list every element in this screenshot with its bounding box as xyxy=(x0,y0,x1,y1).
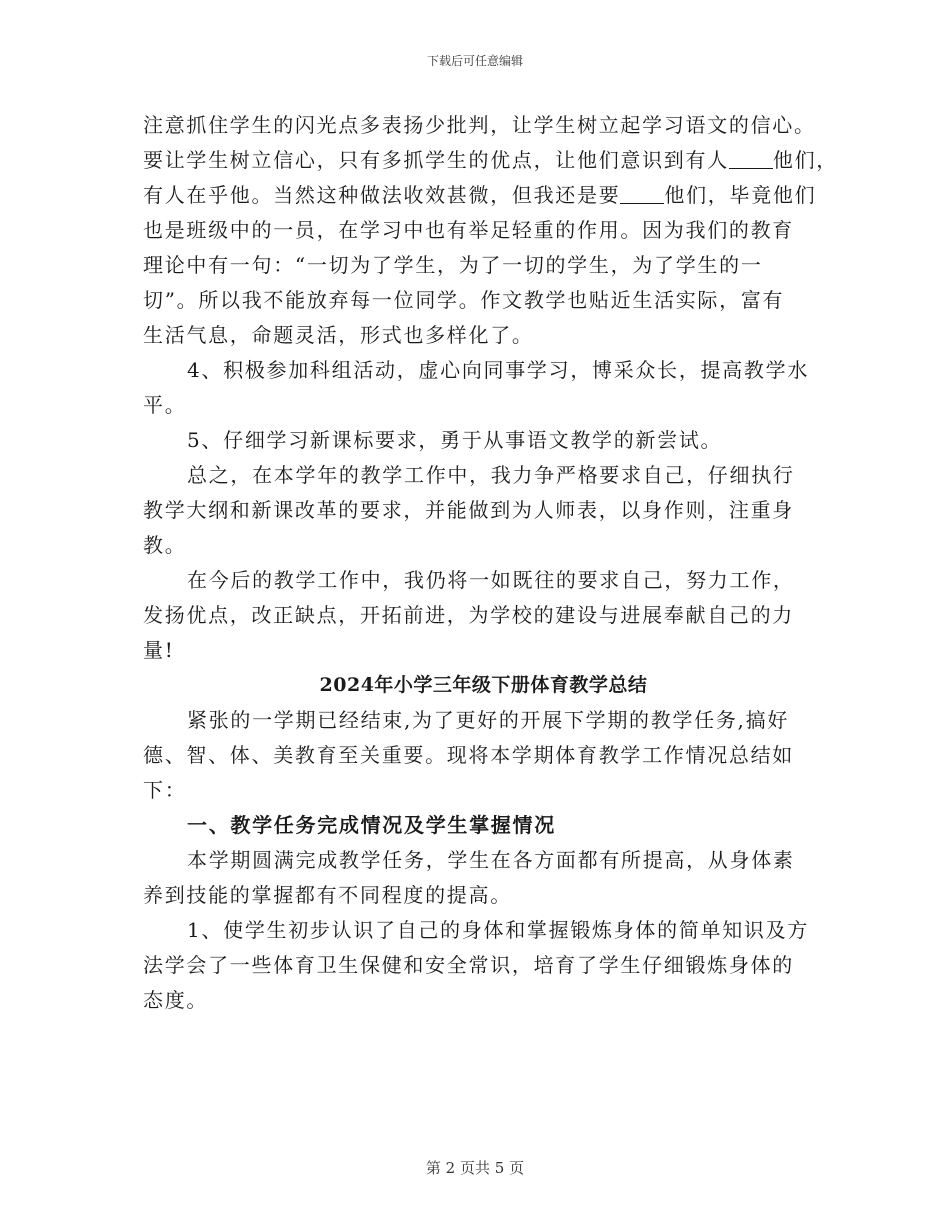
text-line xyxy=(143,143,839,178)
section-title: 2024年小学三年级下册体育教学总结 xyxy=(319,674,648,696)
text-line: 态度。 xyxy=(143,988,209,1012)
text-line: 量! xyxy=(143,638,175,662)
text-line: 养到技能的掌握都有不同程度的提高。 xyxy=(143,883,512,907)
text-segment: 他们， xyxy=(772,148,839,172)
text-segment: 有人在乎他。当然这种做法收效甚微，但我还是要 xyxy=(143,183,621,207)
sub-heading: 一、教学任务完成情况及学生掌握情况 xyxy=(187,813,556,837)
list-item-1: 1、使学生初步认识了自己的身体和掌握锻炼身体的简单知识及方 xyxy=(187,918,810,942)
paragraph-start: 本学期圆满完成教学任务，学生在各方面都有所提高，从身体素 xyxy=(187,848,795,872)
fill-blank xyxy=(620,183,664,204)
paragraph-start: 在今后的教学工作中，我仍将一如既往的要求自己，努力工作， xyxy=(187,568,795,592)
text-segment: 要让学生树立信心，只有多抓学生的优点，让他们意识到有人 xyxy=(143,148,729,172)
text-line: 理论中有一句：“一切为了学生，为了一切的学生，为了学生的一 xyxy=(143,253,763,277)
text-line xyxy=(143,178,817,213)
fill-blank xyxy=(729,148,773,169)
text-line: 切”。所以我不能放弃每一位同学。作文教学也贴近生活实际，富有 xyxy=(143,288,785,312)
text-line: 教。 xyxy=(143,533,187,557)
text-line: 教学大纲和新课改革的要求，并能做到为人师表，以身作则，注重身 xyxy=(143,498,794,522)
text-line: 发扬优点，改正缺点，开拓前进，为学校的建设与进展奉献自己的力 xyxy=(143,603,794,627)
text-line: 生活气息，命题灵活，形式也多样化了。 xyxy=(143,323,534,347)
paragraph-start: 总之，在本学年的教学工作中，我力争严格要求自己，仔细执行 xyxy=(187,463,795,487)
text-line: 注意抓住学生的闪光点多表扬少批判，让学生树立起学习语文的信心。 xyxy=(143,113,816,137)
text-line: 也是班级中的一员，在学习中也有举足轻重的作用。因为我们的教育 xyxy=(143,218,794,242)
document-body xyxy=(143,108,839,1018)
text-line: 法学会了一些体育卫生保健和安全常识，培育了学生仔细锻炼身体的 xyxy=(143,953,794,977)
list-item-4: 4、积极参加科组活动，虚心向同事学习，博采众长，提高教学水 xyxy=(187,358,810,382)
text-line: 德、智、体、美教育至关重要。现将本学期体育教学工作情况总结如 xyxy=(143,743,794,767)
paragraph-start: 紧张的一学期已经结束,为了更好的开展下学期的教学任务,搞好 xyxy=(187,708,790,732)
text-segment: 他们，毕竟他们 xyxy=(664,183,817,207)
list-item-5: 5、仔细学习新课标要求，勇于从事语文教学的新尝试。 xyxy=(187,428,723,452)
text-line: 平。 xyxy=(143,393,187,417)
page-number: 第 2 页共 5 页 xyxy=(425,1159,525,1177)
text-line: 下： xyxy=(143,778,187,802)
page-header: 下载后可任意编辑 xyxy=(426,54,523,68)
